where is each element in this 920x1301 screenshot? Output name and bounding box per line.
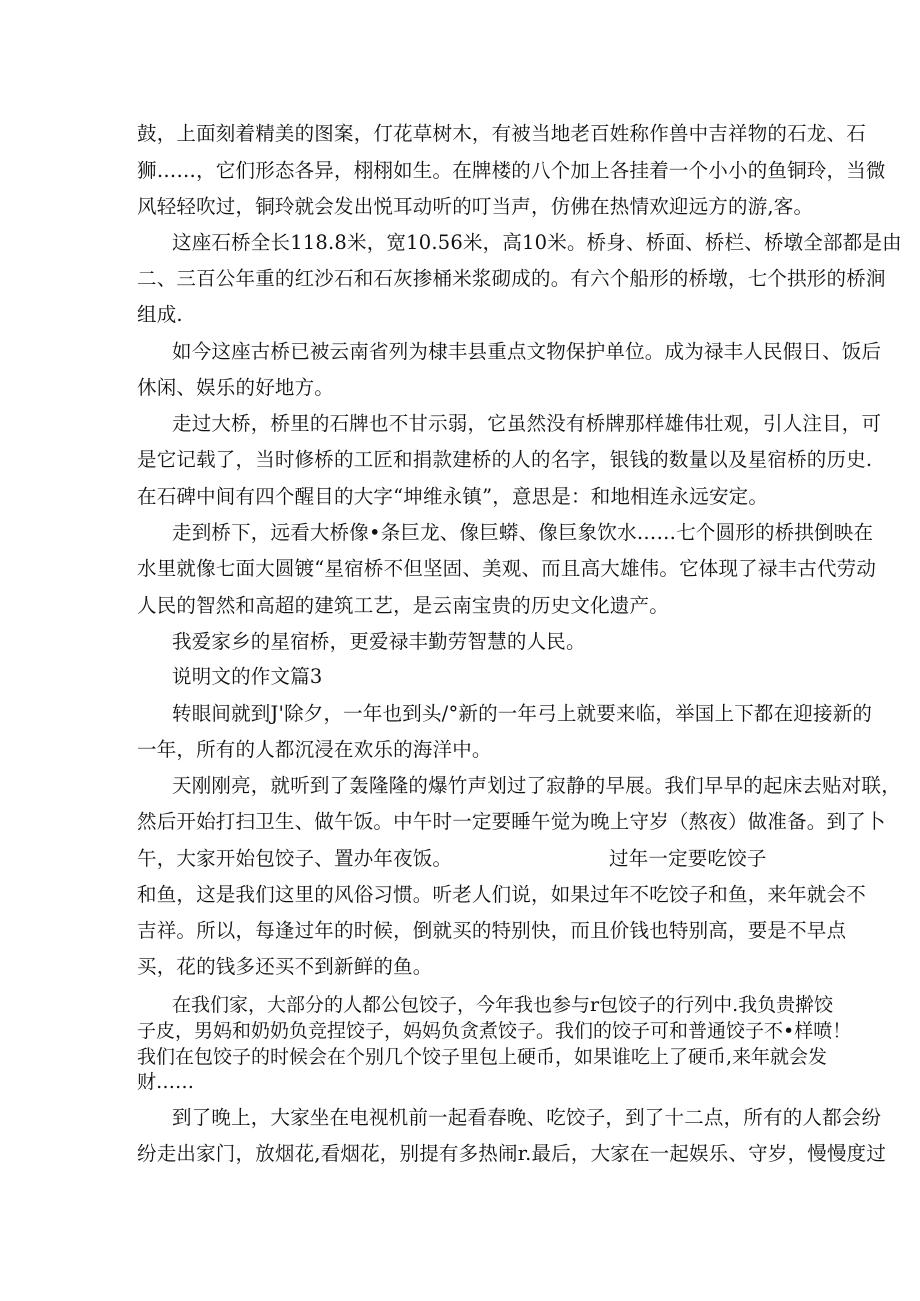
text-line: 我们在包饺子的时候会在个别几个饺子里包上硬币，如果谁吃上了硬币,来年就会发	[137, 1046, 828, 1068]
text-line: 过年一定要吃饺子	[609, 847, 767, 870]
text-line: 休闲、娱乐的好地方。	[137, 376, 335, 399]
text-line: 这座石桥全长118.8米，宽10.56米，高10米。桥身、桥面、桥栏、桥墩全部都是由	[172, 231, 902, 254]
text-line: 二、三百公年重的红沙石和石灰掺桶米浆砌成的。有六个船形的桥墩，七个拱形的桥涧	[137, 267, 886, 290]
text-line: 组成.	[137, 303, 183, 326]
text-line: 子皮，男妈和奶奶负竞捏饺子，妈妈负贪煮饺子。我们的饺子可和普通饺子不•样喷！	[137, 1020, 852, 1042]
text-line: 然后开始打扫卫生、做午饭。中午时一定要睡午觉为晚上守岁（熬夜）做准备。到了卜	[137, 810, 886, 833]
text-line: 在我们家，大部分的人都公包饺子，今年我也参与r包饺子的行列中.我负贵擀饺	[172, 994, 834, 1016]
text-line: 是它记载了，当时修桥的工匠和捐款建桥的人的名字，银钱的数量以及星宿桥的历史.	[137, 448, 873, 471]
text-line: 午，大家开始包饺子、置办年夜饭。	[137, 847, 453, 870]
text-line: 走过大桥，桥里的石牌也不甘示弱，它虽然没有桥牌那样雄伟壮观，引人注目，可	[172, 412, 882, 435]
text-line: 在石碑中间有四个醒目的大字“坤维永镇”，意思是：和地相连永远安定。	[137, 485, 769, 508]
text-line: 吉祥。所以，每逢过年的时候，倒就买的特别快，而且价钱也特别高，要是不早点	[137, 919, 847, 942]
text-line: 人民的智然和高超的建筑工艺，是云南宝贵的历史文化遗产。	[137, 594, 669, 617]
text-line: 到了晚上，大家坐在电视机前一起看春晚、吃饺子，到了十二点，所有的人都会纷	[172, 1106, 882, 1129]
text-line: 天刚刚亮，就听到了轰隆隆的爆竹声划过了寂静的早展。我们早早的起床去贴对联，	[172, 774, 901, 797]
text-line: 风轻轻吹过，铜玲就会发出悦耳动听的叮当声，仿佛在热情欢迎远方的游,客。	[137, 195, 814, 218]
text-line: 纷走出家门，放烟花,看烟花，别提有多热闹r.最后，大家在一起娱乐、守岁，慢慢度过	[137, 1142, 887, 1165]
text-line: 狮……，它们形态各异，栩栩如生。在牌楼的八个加上各挂着一个小小的鱼铜玲，当微	[137, 159, 886, 182]
text-line: 和鱼，这是我们这里的风俗习惯。听老人们说，如果过年不吃饺子和鱼，来年就会不	[137, 883, 866, 906]
section-heading: 说明文的作文篇3	[172, 665, 323, 688]
text-line: 一年，所有的人都沉浸在欢乐的海洋中。	[137, 738, 492, 761]
text-line: 走到桥下，远看大桥像•条巨龙、像巨蟒、像巨象饮水……七个圆形的桥拱倒映在	[172, 521, 874, 544]
text-line: 财……	[137, 1071, 195, 1093]
text-line: 我爱家乡的星宿桥，更爱禄丰勤劳智慧的人民。	[172, 630, 586, 653]
text-line: 买，花的钱多还买不到新鲜的鱼。	[137, 955, 433, 978]
text-line: 鼓，上面刻着精美的图案，仃花草树木，有被当地老百姓称作兽中吉祥物的石龙、石	[137, 122, 866, 145]
text-line: 水里就像七面大圆镀“星宿桥不但坚固、美观、而且高大雄伟。它体现了禄丰古代劳动	[137, 557, 877, 580]
text-line: 如今这座古桥已被云南省列为棣丰县重点文物保护单位。成为禄丰人民假日、饭后	[172, 340, 882, 363]
text-line: 转眼间就到J'除夕，一年也到头/°新的一年弓上就要来临，举国上下都在迎接新的	[172, 702, 873, 725]
